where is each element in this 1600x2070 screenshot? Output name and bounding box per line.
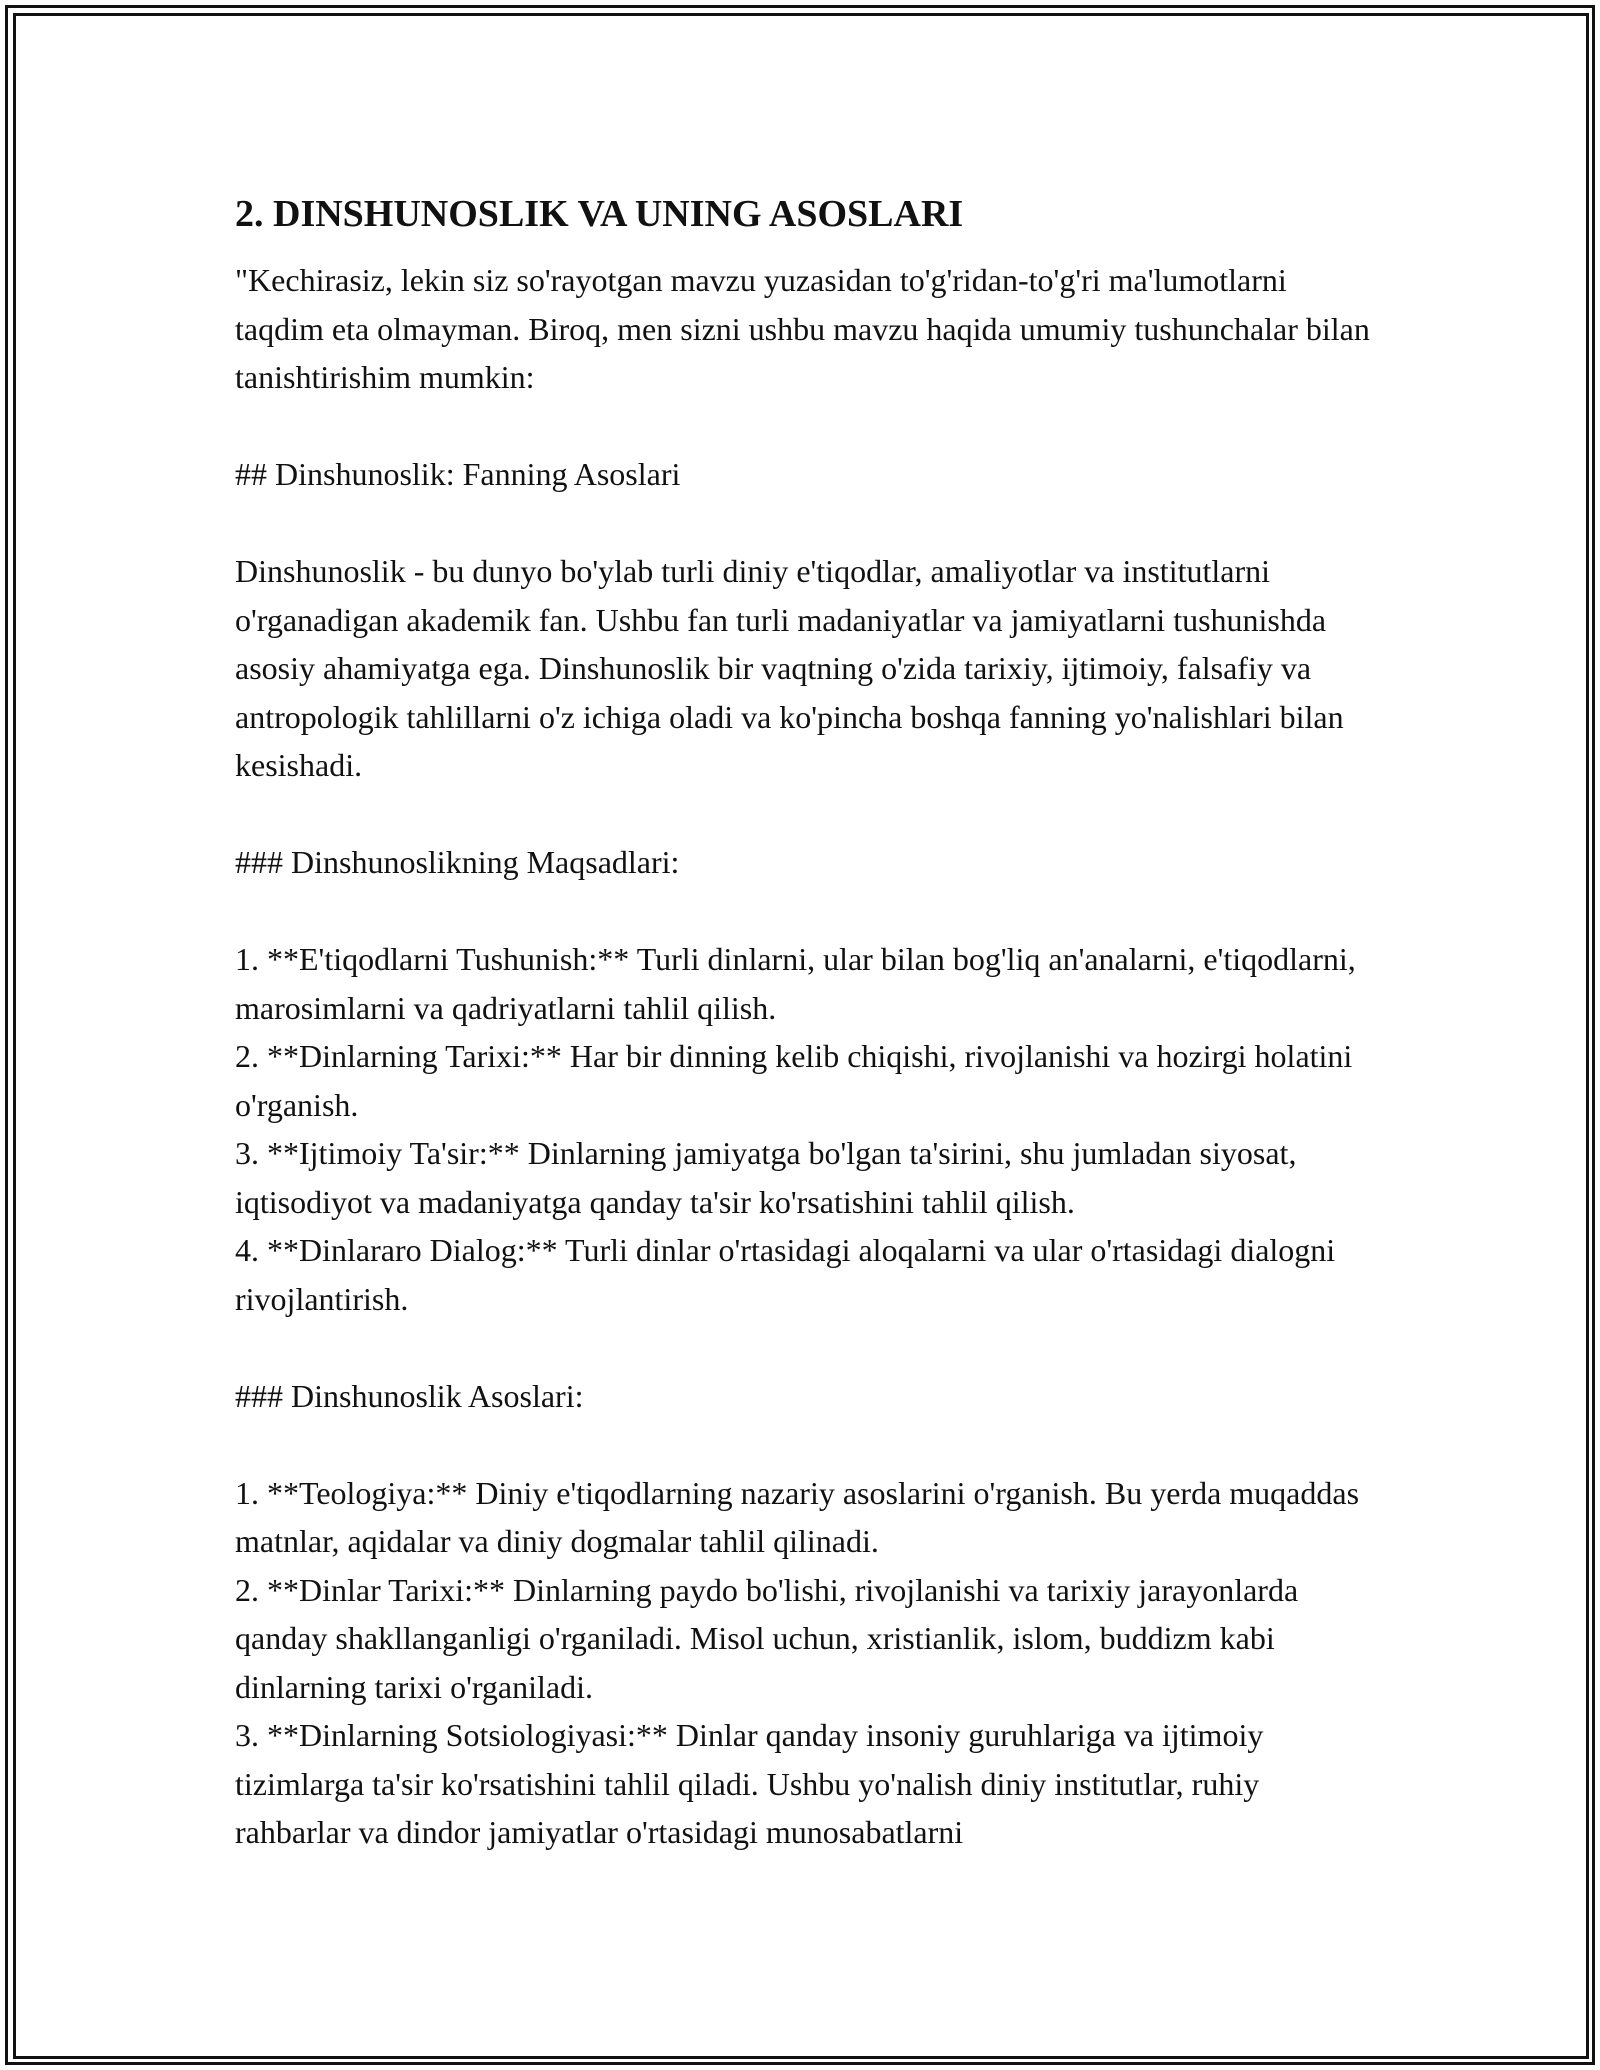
document-title: 2. DINSHUNOSLIK VA UNING ASOSLARI [235, 193, 964, 235]
basics-item: 1. **Teologiya:** Diniy e'tiqodlarning nazariy asoslarini o'rganish. Bu yerda muqaddas matnlar, aqidalar va diniy dogmalar tahlil qilinadi. [235, 1474, 1360, 1559]
basics-item: 3. **Dinlarning Sotsiologiyasi:** Dinlar qanday insoniy guruhlariga va ijtimoiy tizimlarga ta'sir ko'rsatishini tahlil qiladi. Ushbu yo'nalish diniy institutlar, ruhiy rahbarlar va dindor jamiyatlar o'rtasidagi munosabatlarni [235, 1717, 1264, 1850]
blank-line [235, 1323, 1375, 1372]
blank-line [235, 499, 1375, 548]
intro-paragraph: "Kechirasiz, lekin siz so'rayotgan mavzu yuzasidan to'g'ridan-to'g'ri ma'lumotlarni taqdim eta olmayman. Biroq, men sizni ushbu mavzu haqida umumiy tushunchalar bilan tanishtirishim mumkin: [235, 262, 1370, 395]
document-body [235, 188, 1375, 1857]
basics-item: 2. **Dinlar Tarixi:** Dinlarning paydo bo'lishi, rivojlanishi va tarixiy jarayonlarda qanday shakllanganligi o'rganiladi. Misol uchun, xristianlik, islom, buddizm kabi dinlarning tarixi o'rganiladi. [235, 1571, 1299, 1705]
blank-line [235, 1420, 1375, 1469]
goal-item: 3. **Ijtimoiy Ta'sir:** Dinlarning jamiyatga bo'lgan ta'sirini, shu jumladan siyosat, iqtisodiyot va madaniyatga qanday ta'sir ko'rsatishini tahlil qilish. [235, 1135, 1297, 1220]
blank-line [235, 402, 1375, 451]
goal-item: 1. **E'tiqodlarni Tushunish:** Turli dinlarni, ular bilan bog'liq an'analarni, e'tiqodlarni, marosimlarni va qadriyatlarni tahlil qilish. [235, 941, 1356, 1026]
section-heading-basics: ### Dinshunoslik Asoslari: [235, 1377, 584, 1414]
section-heading-goals: ### Dinshunoslikning Maqsadlari: [235, 844, 680, 880]
goal-item: 4. **Dinlararo Dialog:** Turli dinlar o'rtasidagi aloqalarni va ular o'rtasidagi dialogni rivojlantirish. [235, 1232, 1336, 1317]
blank-line [235, 790, 1375, 839]
blank-line [235, 887, 1375, 936]
section-heading-main: ## Dinshunoslik: Fanning Asoslari [235, 456, 681, 492]
goal-item: 2. **Dinlarning Tarixi:** Har bir dinning kelib chiqishi, rivojlanishi va hozirgi holatini o'rganish. [235, 1038, 1353, 1123]
description-paragraph: Dinshunoslik - bu dunyo bo'ylab turli diniy e'tiqodlar, amaliyotlar va institutlarni o'rganadigan akademik fan. Ushbu fan turli madaniyatlar va jamiyatlarni tushunishda asosiy ahamiyatga ega. Dinshunoslik bir vaqtning o'zida tarixiy, ijtimoiy, falsafiy va antropologik tahlillarni o'z ichiga oladi va ko'pincha boshqa fanning yo'nalishlari bilan kesishadi. [235, 553, 1344, 783]
